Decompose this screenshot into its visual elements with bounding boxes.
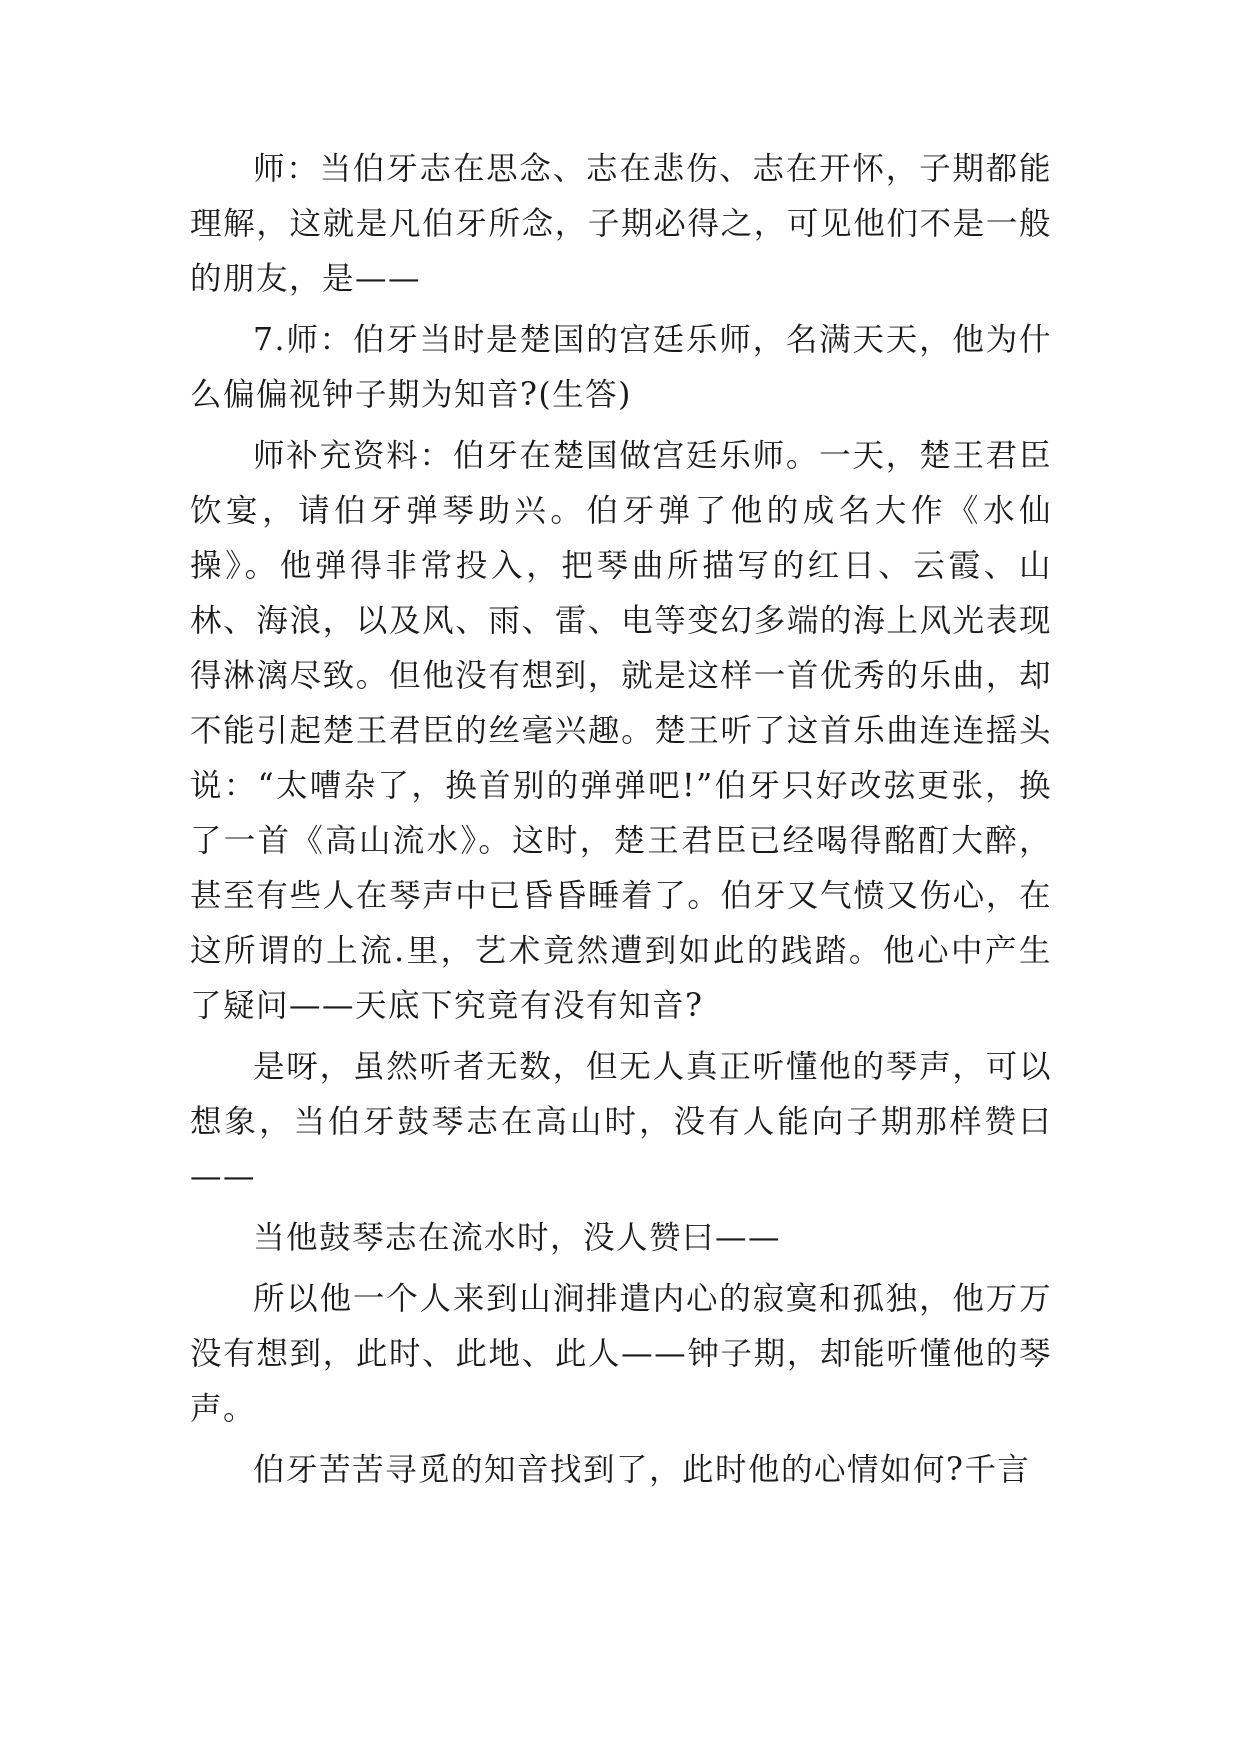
paragraph: 所以他一个人来到山涧排遣内心的寂寞和孤独，他万万没有想到，此时、此地、此人——钟子期，却能听懂他的琴声。	[190, 1281, 1052, 1427]
paragraph: 是呀，虽然听者无数，但无人真正听懂他的琴声，可以想象，当伯牙鼓琴志在高山时，没有人能向子期那样赞曰——	[190, 1049, 1052, 1195]
paragraph: 7.师：伯牙当时是楚国的宫廷乐师，名满天天，他为什么偏偏视钟子期为知音?(生答)	[190, 322, 1052, 413]
document-page	[190, 142, 1052, 1504]
paragraph: 师：当伯牙志在思念、志在悲伤、志在开怀，子期都能理解，这就是凡伯牙所念，子期必得之，可见他们不是一般的朋友，是——	[190, 151, 1052, 297]
paragraph: 当他鼓琴志在流水时，没人赞曰——	[253, 1220, 782, 1256]
paragraph: 师补充资料：伯牙在楚国做宫廷乐师。一天，楚王君臣饮宴，请伯牙弹琴助兴。伯牙弹了他的成名大作《水仙操》。他弹得非常投入，把琴曲所描写的红日、云霞、山林、海浪，以及风、雨、雷、电等变幻多端的海上风光表现得淋漓尽致。但他没有想到，就是这样一首优秀的乐曲，却不能引起楚王君臣的丝毫兴趣。楚王听了这首乐曲连连摇头说：“太嘈杂了，换首别的弹弹吧!”伯牙只好改弦更张，换了一首《高山流水》。这时，楚王君臣已经喝得酩酊大醉，甚至有些人在琴声中已昏昏睡着了。伯牙又气愤又伤心，在这所谓的上流.里，艺术竟然遭到如此的践踏。他心中产生了疑问——天底下究竟有没有知音?	[190, 438, 1052, 1024]
paragraph: 伯牙苦苦寻觅的知音找到了，此时他的心情如何?千言	[253, 1452, 1031, 1488]
